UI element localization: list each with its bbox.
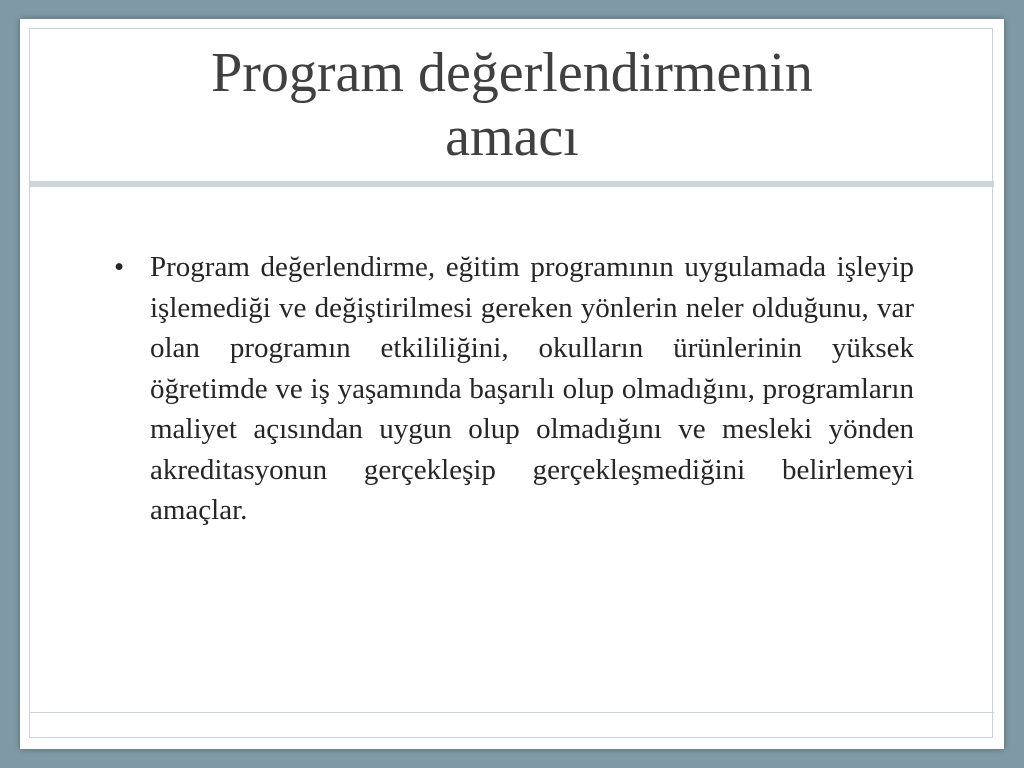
footer-divider [30,712,994,713]
title-divider [30,181,994,187]
bullet-dot-icon: • [114,251,125,283]
slide-title: Program değerlendirmenin amacı [211,42,813,168]
slide-content [110,247,914,531]
bullet-text: Program değerlendirme, eğitim programının uygulamada işleyip işlemediği ve değiştirilmesi gereken yönlerin neler olduğunu, var olan programın etkililiğini, okulların ürünlerinin yüksek öğretimde ve iş yaşamında başarılı olup olmadığını, programların maliyet açısından uygun olup olmadığını ve mesleki yönden akreditasyonun gerçekleşip gerçekleşmediğini belirlemeyi amaçlar. [150,251,914,526]
bullet-item [110,247,914,531]
slide [20,19,1004,749]
title-area [30,29,994,181]
